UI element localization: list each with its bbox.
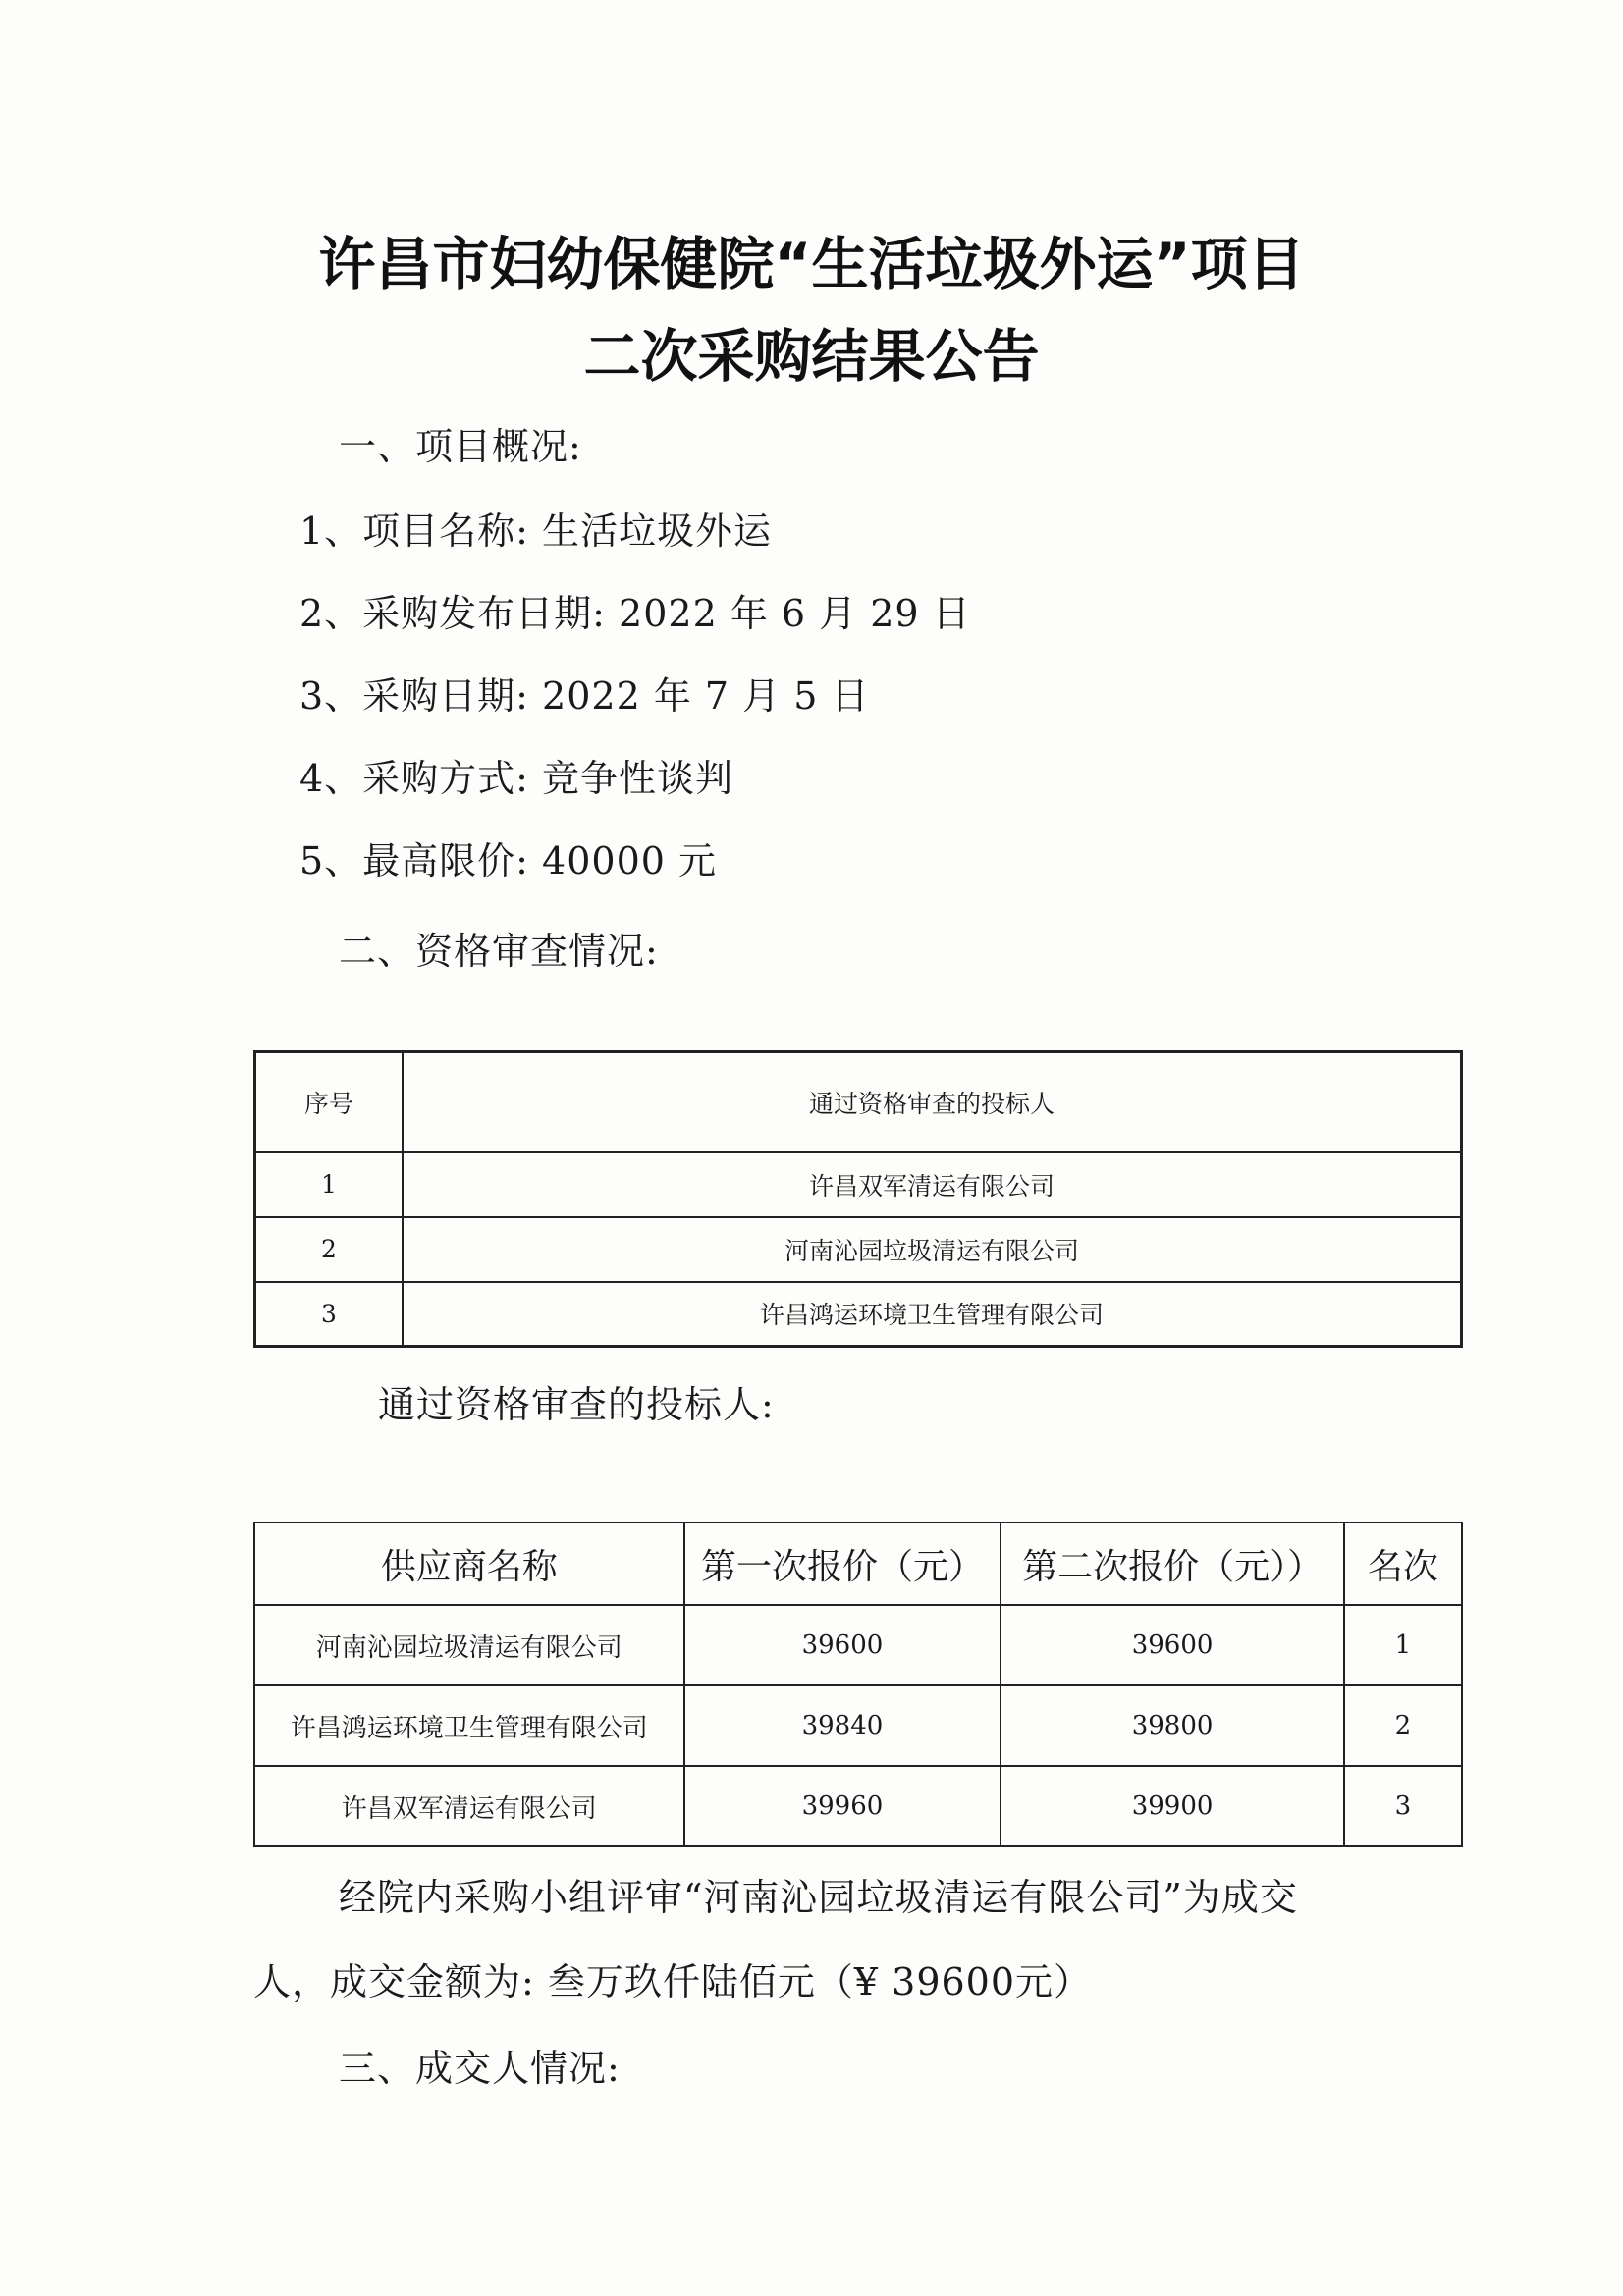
first-quote: 39960 xyxy=(684,1766,1001,1846)
first-quote: 39600 xyxy=(684,1605,1001,1685)
document-title-line-2: 二次采购结果公告 xyxy=(583,323,1040,390)
table-row xyxy=(254,1605,1462,1685)
qualified-bidders-subheading: 通过资格审查的投标人: xyxy=(378,1383,775,1426)
second-quote: 39900 xyxy=(1001,1766,1344,1846)
column-header-qualified-bidder: 通过资格审查的投标人 xyxy=(403,1052,1462,1152)
second-quote: 39600 xyxy=(1001,1605,1344,1685)
table-row xyxy=(254,1766,1462,1846)
overview-item-project-name: 1、项目名称: 生活垃圾外运 xyxy=(299,509,773,553)
column-header-supplier: 供应商名称 xyxy=(254,1522,684,1605)
row-number: 3 xyxy=(255,1282,404,1347)
overview-item-publish-date: 2、采购发布日期: 2022 年 6 月 29 日 xyxy=(299,592,971,635)
row-number: 1 xyxy=(255,1152,404,1217)
column-header-second-quote: 第二次报价（元）） xyxy=(1001,1522,1344,1605)
section-heading-winner: 三、成交人情况: xyxy=(339,2047,621,2090)
first-quote: 39840 xyxy=(684,1685,1001,1766)
supplier-name: 许昌双军清运有限公司 xyxy=(254,1766,684,1846)
bidder-name: 许昌双军清运有限公司 xyxy=(403,1152,1462,1217)
table-header-row xyxy=(255,1052,1462,1152)
bidder-name: 河南沁园垃圾清运有限公司 xyxy=(403,1217,1462,1282)
supplier-name: 许昌鸿运环境卫生管理有限公司 xyxy=(254,1685,684,1766)
rank: 1 xyxy=(1344,1605,1462,1685)
supplier-name: 河南沁园垃圾清运有限公司 xyxy=(254,1605,684,1685)
column-header-first-quote: 第一次报价（元） xyxy=(684,1522,1001,1605)
overview-item-procurement-date: 3、采购日期: 2022 年 7 月 5 日 xyxy=(299,674,870,718)
award-result-line-1: 经院内采购小组评审“河南沁园垃圾清运有限公司”为成交 xyxy=(339,1876,1298,1919)
rank: 2 xyxy=(1344,1685,1462,1766)
table-row xyxy=(255,1217,1462,1282)
table-row xyxy=(255,1152,1462,1217)
qualified-bidders-table xyxy=(253,1050,1463,1348)
table-header-row xyxy=(254,1522,1462,1605)
column-header-rank: 名次 xyxy=(1344,1522,1462,1605)
overview-item-price-limit: 5、最高限价: 40000 元 xyxy=(299,839,718,882)
rank: 3 xyxy=(1344,1766,1462,1846)
section-heading-overview: 一、项目概况: xyxy=(339,425,582,468)
award-result-line-2: 人，成交金额为: 叁万玖仟陆佰元（¥ 39600元） xyxy=(253,1960,1093,2003)
section-heading-qualification: 二、资格审查情况: xyxy=(339,930,659,973)
table-row xyxy=(254,1685,1462,1766)
quotation-table xyxy=(253,1522,1463,1847)
column-header-number: 序号 xyxy=(255,1052,404,1152)
table-row xyxy=(255,1282,1462,1347)
second-quote: 39800 xyxy=(1001,1685,1344,1766)
document-title-line-1: 许昌市妇幼保健院“生活垃圾外运”项目 xyxy=(318,231,1305,297)
row-number: 2 xyxy=(255,1217,404,1282)
overview-item-procurement-method: 4、采购方式: 竞争性谈判 xyxy=(299,757,734,800)
bidder-name: 许昌鸿运环境卫生管理有限公司 xyxy=(403,1282,1462,1347)
